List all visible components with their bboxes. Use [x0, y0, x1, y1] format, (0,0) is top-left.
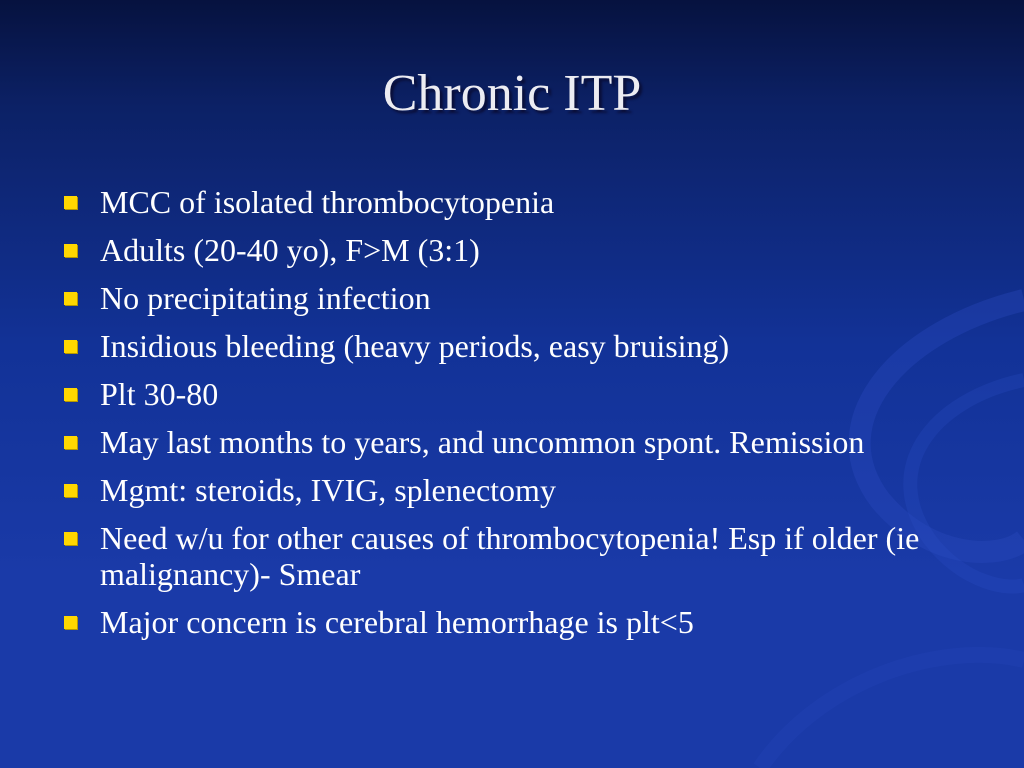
yellow-square-bullet-icon [64, 388, 77, 401]
yellow-square-bullet-icon [64, 532, 77, 545]
slide-title: Chronic ITP [382, 65, 642, 122]
bullet-text: Insidious bleeding (heavy periods, easy bruising) [100, 328, 730, 364]
bullet-item-1 [62, 184, 962, 220]
yellow-square-bullet-icon [64, 292, 77, 305]
bullet-item-9 [62, 604, 962, 640]
bullet-text: Adults (20-40 yo), F>M (3:1) [100, 232, 480, 268]
bullet-item-5 [62, 376, 962, 412]
yellow-square-bullet-icon [64, 244, 77, 257]
bullet-text: MCC of isolated thrombocytopenia [100, 184, 555, 220]
yellow-square-bullet-icon [64, 196, 77, 209]
yellow-square-bullet-icon [64, 484, 77, 497]
bullet-item-4 [62, 328, 962, 364]
bullet-item-7 [62, 472, 962, 508]
bullet-item-3 [62, 280, 962, 316]
bullet-text: Plt 30-80 [100, 376, 219, 412]
yellow-square-bullet-icon [64, 616, 77, 629]
bullet-item-6 [62, 424, 962, 460]
bullet-list [62, 184, 962, 652]
bullet-text: Need w/u for other causes of thrombocytopenia! Esp if older (ie malignancy)- Smear [100, 520, 920, 592]
bullet-text: Mgmt: steroids, IVIG, splenectomy [100, 472, 556, 508]
bullet-text: No precipitating infection [100, 280, 431, 316]
bullet-text: May last months to years, and uncommon spont. Remission [100, 424, 865, 460]
bullet-item-8 [62, 520, 962, 592]
yellow-square-bullet-icon [64, 436, 77, 449]
bullet-item-2 [62, 232, 962, 268]
yellow-square-bullet-icon [64, 340, 77, 353]
bullet-text: Major concern is cerebral hemorrhage is plt<5 [100, 604, 694, 640]
